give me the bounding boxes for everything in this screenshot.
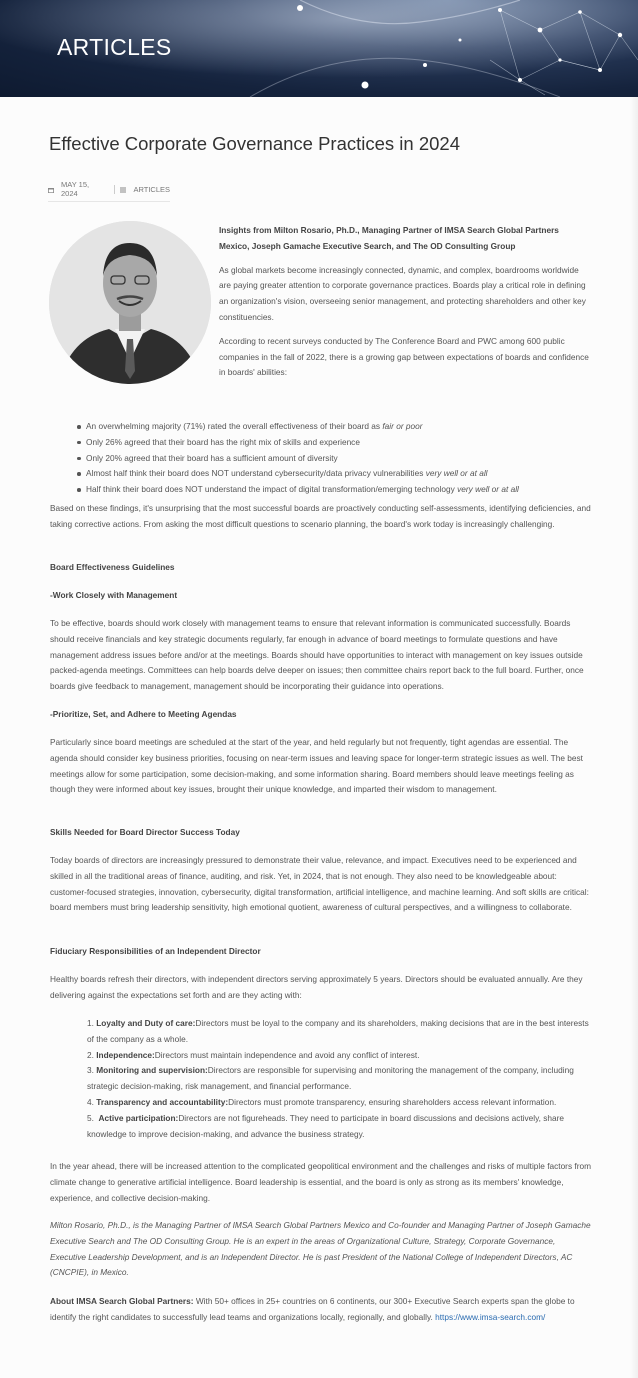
list-item: 2. Independence:Directors must maintain independence and avoid any conflict of interest. <box>87 1049 420 1060</box>
intro-paragraph: As global markets become increasingly connected, dynamic, and complex, boardrooms worldwide are paying greater attention to corporate governance practices. Boards play a critical role in defining an organization's vision, overseeing senior management, and protecting shareholders and other key constituencies. <box>219 264 586 322</box>
hero-banner <box>0 0 638 97</box>
list-item: Only 20% agreed that their board has a sufficient amount of diversity <box>77 451 597 467</box>
section-heading-work: -Work Closely with Management <box>50 590 178 600</box>
section-heading-guidelines: Board Effectiveness Guidelines <box>50 562 175 572</box>
article-date[interactable]: MAY 15, 2024 <box>61 180 90 198</box>
author-portrait <box>49 221 211 384</box>
about-paragraph <box>50 1294 592 1326</box>
fiduciary-paragraph: Healthy boards refresh their directors, with independent directors serving approximately 5 years. Directors should be evaluated annually. Are they delivering against the expectations set forth and are they acting with: <box>50 974 583 1000</box>
responsibilities-list <box>87 1016 595 1142</box>
about-text: With 50+ offices in 25+ countries on 6 continents, our 300+ Executive Search experts span the globe to identify the right candidates to successfully lead teams and organizations locally, regionally, and globally. <box>50 1296 575 1322</box>
meta-divider <box>114 185 115 194</box>
findings-paragraph: Based on these findings, it's unsurprising that the most successful boards are proactively conducting self-assessments, identifying deficiencies, and taking corrective actions. From asking the most difficult questions to scenario planning, the board's work today is increasingly challenging. <box>50 503 591 529</box>
calendar-icon <box>48 186 54 192</box>
section-heading-fiduciary: Fiduciary Responsibilities of an Independent Director <box>50 946 261 956</box>
list-item: Only 26% agreed that their board has the right mix of skills and experience <box>77 435 597 451</box>
article-category[interactable]: ARTICLES <box>133 184 170 194</box>
skills-paragraph: Today boards of directors are increasingly pressured to demonstrate their value, relevance, and impact. Executives need to be experienced and skilled in all the traditional areas of finance, auditing, and risk. Yet, in 2024, that is not enough. They also need to be knowledgeable about: customer-focused strategies, innovation, cybersecurity, digital transformation, artificial intelligence, and machine learning. And soft skills are critical: board members must bring leadership sensitivity, high emotional quotient, awareness of cultural perspectives, and a willingness to collaborate. <box>50 855 589 913</box>
list-item: 5. Active participation:Directors are not figureheads. They need to participate in board discussions and decisions actively, share knowledge to improve decision-making, and advance the business strategy. <box>87 1112 565 1139</box>
section-heading-skills: Skills Needed for Board Director Success Today <box>50 827 240 837</box>
list-item: 4. Transparency and accountability:Directors must promote transparency, ensuring shareholders access relevant information. <box>87 1096 557 1107</box>
list-icon <box>120 186 126 192</box>
list-item: 3. Monitoring and supervision:Directors are responsible for supervising and monitoring the management of the company, including strategic decision-making, risk management, and financial performance. <box>87 1065 574 1092</box>
article-title: Effective Corporate Governance Practices in 2024 <box>49 133 460 154</box>
agendas-paragraph: Particularly since board meetings are scheduled at the start of the year, and held regularly but not frequently, tight agendas are essential. The agenda should consider key business priorities, focusing on near-term issues and leaving space for longer-term strategic issues as well. The best meetings allow for some participation, some decision-making, and some information sharing. Board members should leave meetings feeling as though they were informed about key issues, brought their unique knowledge, and imparted their wisdom to management. <box>50 737 583 795</box>
list-item: Almost half think their board does NOT understand cybersecurity/data privacy vulnerabilities very well or at all <box>77 466 597 482</box>
list-item: An overwhelming majority (71%) rated the overall effectiveness of their board as fair or poor <box>77 419 597 435</box>
intro-block <box>219 223 591 389</box>
page-title: ARTICLES <box>57 34 172 60</box>
page-edge-shadow <box>630 97 638 1378</box>
list-item: Half think their board does NOT understand the impact of digital transformation/emerging technology very well or at all <box>77 482 597 498</box>
article-meta <box>48 180 170 202</box>
imsa-website-link[interactable]: https://www.imsa-search.com/ <box>435 1311 546 1322</box>
intro-paragraph-survey: According to recent surveys conducted by The Conference Board and PWC among 600 public companies in the fall of 2022, there is a growing gap between expectations of boards and confidence in boards' abilities: <box>219 335 589 378</box>
author-bio: Milton Rosario, Ph.D., is the Managing Partner of IMSA Search Global Partners Mexico and Co-founder and Managing Partner of Joseph Gamache Executive Search and The OD Consulting Group. He is an expert in the areas of Organizational Culture, Strategy, Corporate Governance, Executive Leadership Development, and is an Independent Director. He is past President of the National College of Independent Directors, AC (CNCPIE), in Mexico. <box>50 1220 591 1278</box>
work-paragraph: To be effective, boards should work closely with management teams to ensure that relevant information is communicated successfully. Boards should receive financials and key strategic documents regularly, far enough in advance of board meetings to formulate questions and have management address issues before and/or at the meetings. Boards should have opportunities to interact with management on key issues outside packed-agenda meetings. Committees can help boards delve deeper on issues; then committee chairs report back to the full board. Further, once boards give feedback to management, management should be incorporating their guidance into operations. <box>50 618 584 692</box>
list-item: 1. Loyalty and Duty of care:Directors must be loyal to the company and its shareholders, making decisions that are in the best interests of the company as a whole. <box>87 1018 589 1044</box>
intro-heading: Insights from Milton Rosario, Ph.D., Managing Partner of IMSA Search Global Partners Mexico, Joseph Gamache Executive Search, and The OD Consulting Group <box>219 225 559 251</box>
section-heading-agendas: -Prioritize, Set, and Adhere to Meeting Agendas <box>50 709 237 719</box>
about-label: About IMSA Search Global Partners: <box>50 1296 194 1306</box>
findings-list <box>77 419 597 498</box>
outlook-paragraph: In the year ahead, there will be increased attention to the complicated geopolitical environment and the challenges and risks of multiple factors from climate change to generative artificial intelligence. Board leadership is essential, and the board is only as strong as its members' knowledge, experience, and collective decision-making. <box>50 1161 591 1203</box>
